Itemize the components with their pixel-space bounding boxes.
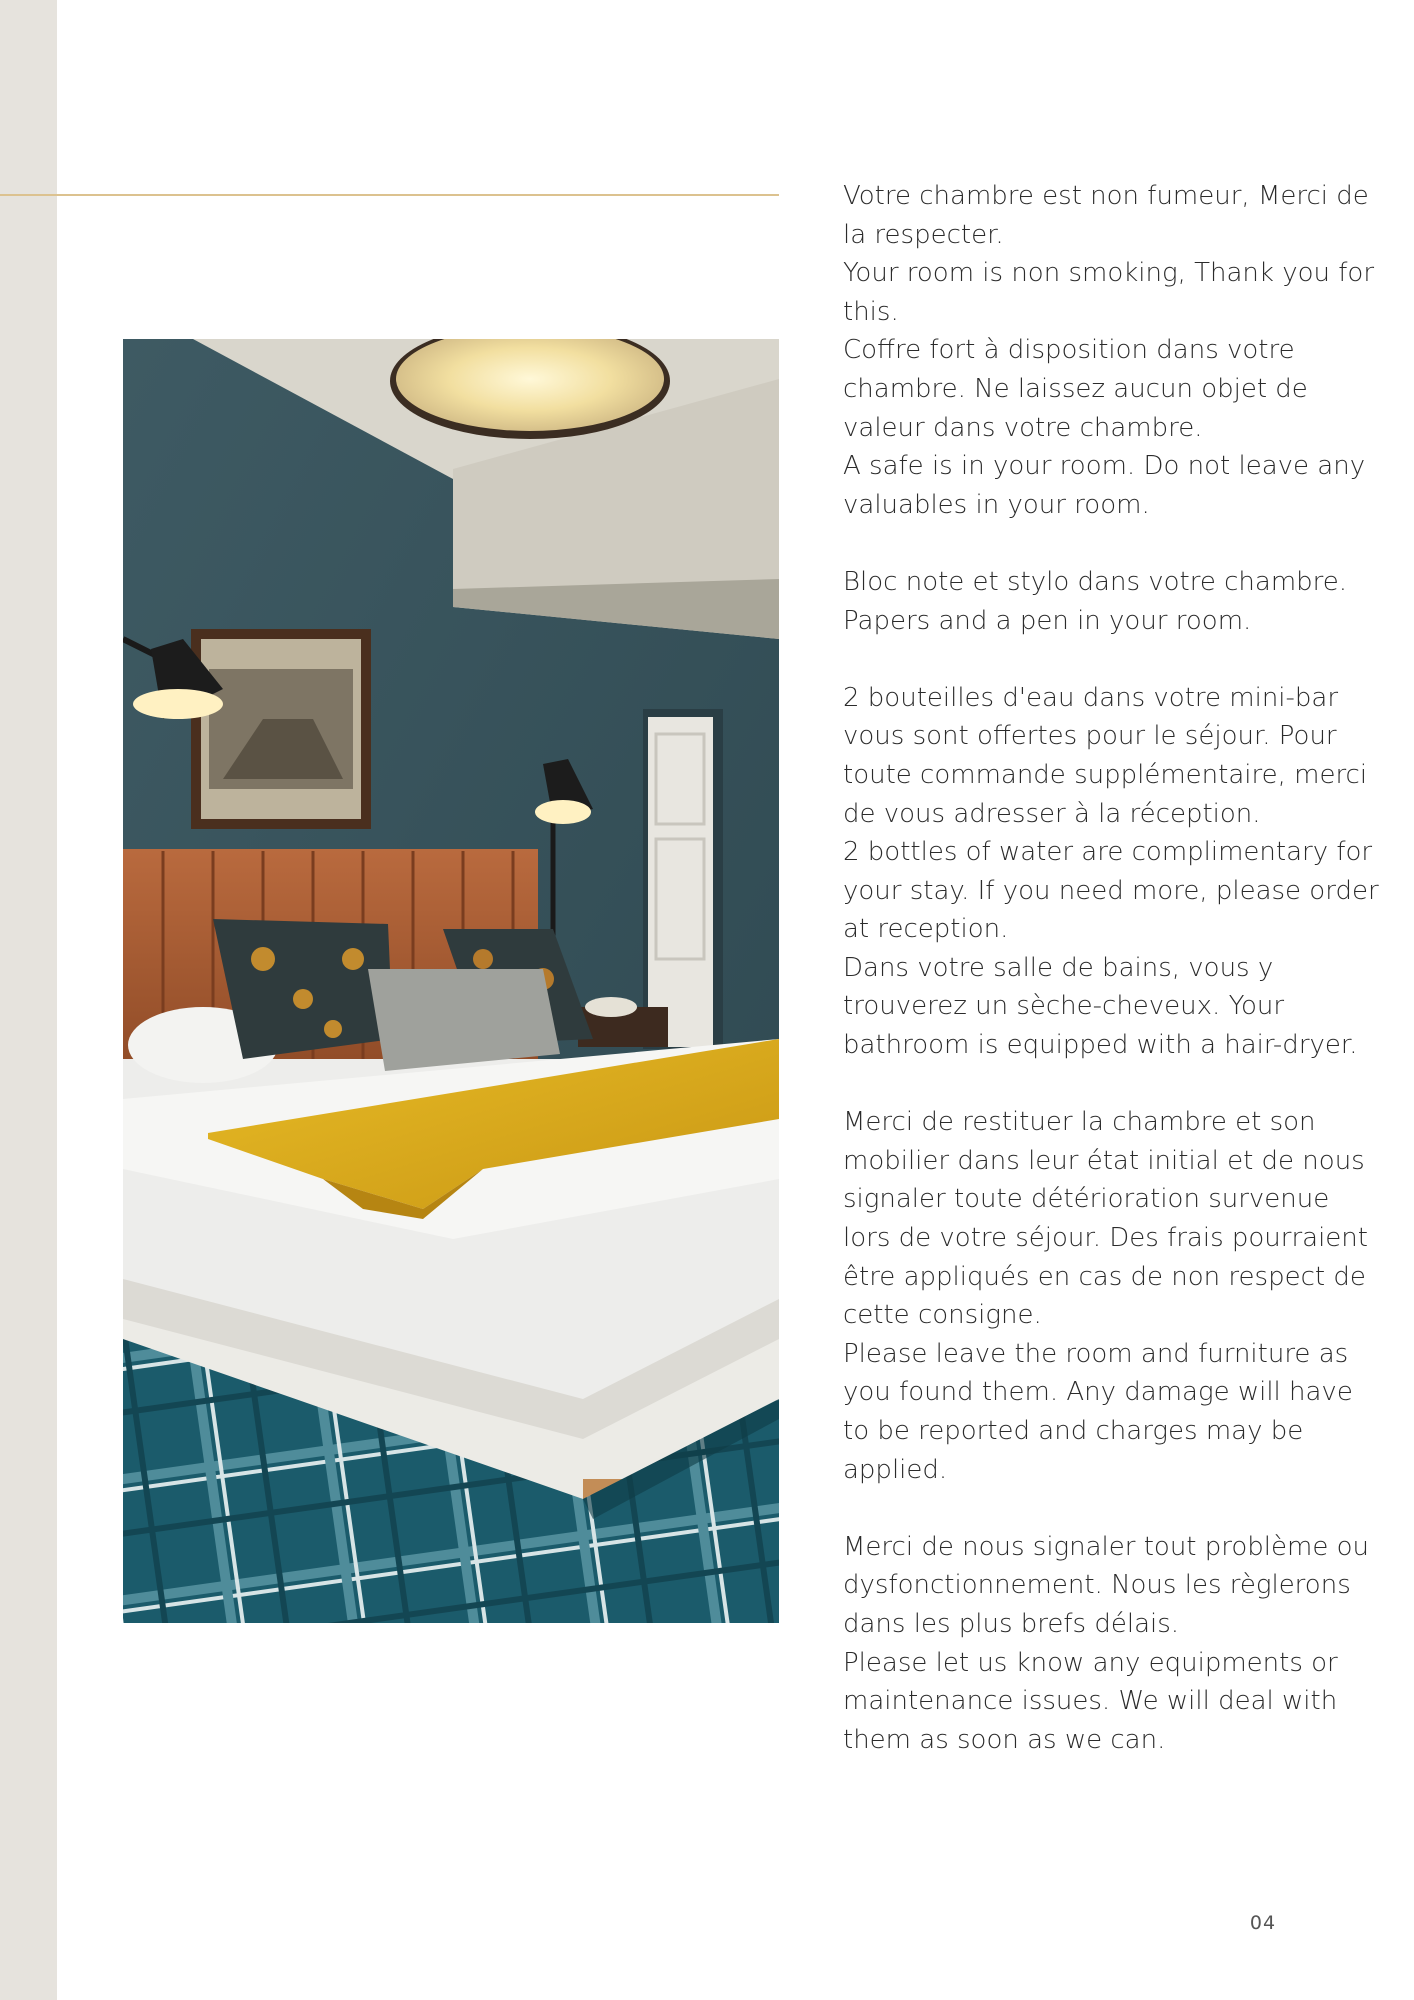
paragraph-non-smoking-safe: [843, 177, 1383, 524]
gold-divider-line: [0, 194, 779, 196]
paragraph-maintenance-issues: [843, 1528, 1383, 1760]
text-line: Coffre fort à disposition dans votre chambre. Ne laissez aucun objet de valeur dans votre chambre.: [843, 335, 1308, 443]
text-line: A safe is in your room. Do not leave any valuables in your room.: [843, 451, 1366, 520]
text-line: 2 bouteilles d'eau dans votre mini-bar vous sont offertes pour le séjour. Pour toute commande supplémentaire, merci de vous adresser à la réception.: [843, 682, 1368, 829]
page-number: 04: [1249, 1912, 1277, 1934]
paragraph-room-damage: [843, 1103, 1383, 1489]
text-line: Please leave the room and furniture as you found them. Any damage will have to be reported and charges may be applied.: [843, 1338, 1353, 1485]
text-line: Votre chambre est non fumeur, Merci de la respecter.: [843, 181, 1369, 250]
text-line: Merci de restituer la chambre et son mobilier dans leur état initial et de nous signaler toute détérioration survenue lors de votre séjour. Des frais pourraient être appliqués en cas de non respect de cette consigne.: [843, 1107, 1368, 1331]
text-line: Papers and a pen in your room.: [843, 605, 1252, 636]
text-line: Bloc note et stylo dans votre chambre.: [843, 566, 1348, 597]
text-line: Merci de nous signaler tout problème ou dysfonctionnement. Nous les règlerons dans les plus brefs délais.: [843, 1531, 1369, 1639]
rules-text-column: [843, 177, 1383, 1759]
paragraph-notepad-pen: [843, 563, 1383, 640]
left-margin-band: [0, 0, 57, 2000]
paragraph-water-hairdryer: [843, 679, 1383, 1065]
text-line: Please let us know any equipments or maintenance issues. We will deal with them as soon as we can.: [843, 1647, 1338, 1755]
hotel-bedroom-photo: [123, 339, 779, 1623]
bedroom-illustration: [123, 339, 779, 1623]
text-line: Your room is non smoking, Thank you for this.: [843, 258, 1375, 327]
text-line: 2 bottles of water are complimentary for your stay. If you need more, please order at reception.: [843, 837, 1379, 945]
text-line: Dans votre salle de bains, vous y trouverez un sèche-cheveux. Your bathroom is equipped with a hair-dryer.: [843, 952, 1358, 1061]
